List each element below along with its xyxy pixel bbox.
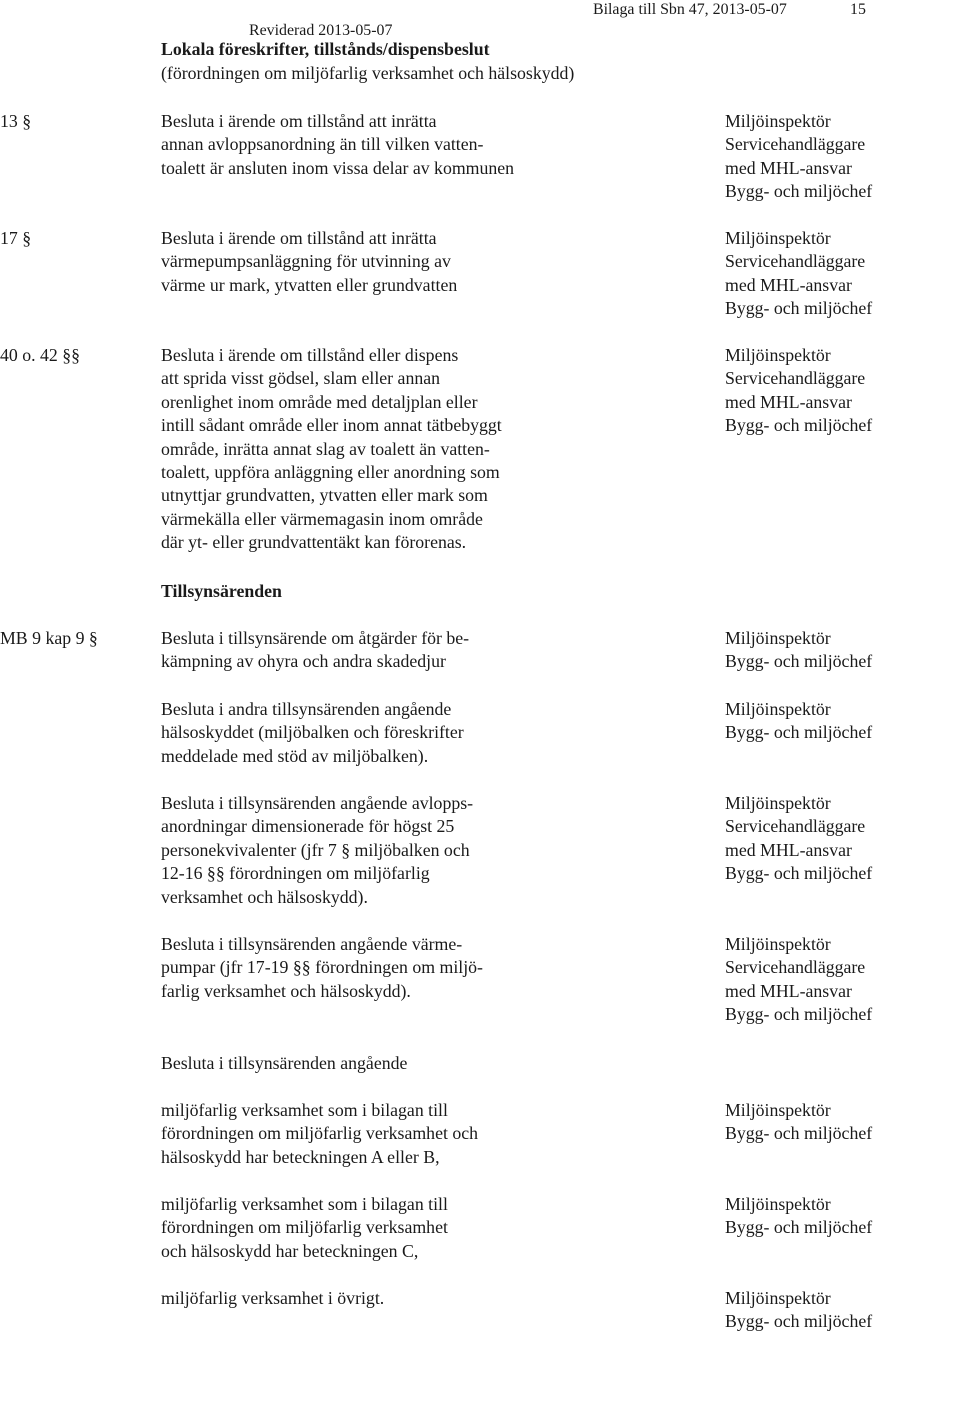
section-reference: 13 § xyxy=(0,111,32,131)
decision-description: Besluta i tillsynsärende om åtgärder för be- kämpning av ohyra och andra skadedjur xyxy=(161,628,470,672)
section-reference: 40 o. 42 §§ xyxy=(0,345,81,365)
delegate-list: Miljöinspektör Servicehandläggare med MHL-ansvar Bygg- och miljöchef xyxy=(725,345,873,436)
decision-description: miljöfarlig verksamhet som i bilagan till förordningen om miljöfarlig verksamhet och hälsoskydd har beteckningen A eller B, xyxy=(161,1100,479,1167)
page-number: 15 xyxy=(850,1,866,18)
decision-description: miljöfarlig verksamhet i övrigt. xyxy=(161,1288,385,1308)
section-heading: Tillsynsärenden xyxy=(161,581,282,601)
delegate-list: Miljöinspektör Bygg- och miljöchef xyxy=(725,1194,873,1238)
subsection-intro: Besluta i tillsynsärenden angående xyxy=(161,1053,408,1073)
section-reference: 17 § xyxy=(0,228,32,248)
decision-description: Besluta i ärende om tillstånd att inrätta värmepumpsanläggning för utvinning av värme ur mark, ytvatten eller grundvatten xyxy=(161,228,458,295)
page-title: Lokala föreskrifter, tillstånds/dispensbeslut xyxy=(161,39,490,59)
delegate-list: Miljöinspektör Bygg- och miljöchef xyxy=(725,1100,873,1144)
delegate-list: Miljöinspektör Servicehandläggare med MHL-ansvar Bygg- och miljöchef xyxy=(725,111,873,202)
revised-date: Reviderad 2013-05-07 xyxy=(249,22,393,39)
delegate-list: Miljöinspektör Servicehandläggare med MHL-ansvar Bygg- och miljöchef xyxy=(725,228,873,319)
delegate-list: Miljöinspektör Servicehandläggare med MHL-ansvar Bygg- och miljöchef xyxy=(725,934,873,1025)
decision-description: Besluta i tillsynsärenden angående värme- pumpar (jfr 17-19 §§ förordningen om miljö- farlig verksamhet och hälsoskydd). xyxy=(161,934,483,1001)
decision-description: miljöfarlig verksamhet som i bilagan till förordningen om miljöfarlig verksamhet och hälsoskydd har beteckningen C, xyxy=(161,1194,448,1261)
section-reference: MB 9 kap 9 § xyxy=(0,628,98,648)
decision-description: Besluta i tillsynsärenden angående avlopps- anordningar dimensionerade för högst 25 personekvivalenter (jfr 7 § miljöbalken och 12-16 §§ förordningen om miljöfarlig verksamhet och hälsoskydd). xyxy=(161,793,474,907)
delegate-list: Miljöinspektör Bygg- och miljöchef xyxy=(725,699,873,743)
decision-description: Besluta i andra tillsynsärenden angående hälsoskyddet (miljöbalken och föreskrifter meddelade med stöd av miljöbalken). xyxy=(161,699,464,766)
page-subtitle: (förordningen om miljöfarlig verksamhet och hälsoskydd) xyxy=(161,63,575,83)
decision-description: Besluta i ärende om tillstånd eller dispens att sprida visst gödsel, slam eller annan orenlighet inom område med detaljplan eller intill sådant område eller inom annat tätbebyggt område, inrätta annat slag av toalett än vatten- toalett, uppföra anläggning eller anordning som utnyttjar grundvatten, ytvatten eller mark som värmekälla eller värmemagasin inom område där yt- eller grundvattentäkt kan förorenas. xyxy=(161,345,502,553)
delegate-list: Miljöinspektör Bygg- och miljöchef xyxy=(725,628,873,672)
bilaga-reference: Bilaga till Sbn 47, 2013-05-07 xyxy=(593,1,787,18)
decision-description: Besluta i ärende om tillstånd att inrätta annan avloppsanordning än till vilken vatten- toalett är ansluten inom vissa delar av kommunen xyxy=(161,111,515,178)
delegate-list: Miljöinspektör Servicehandläggare med MHL-ansvar Bygg- och miljöchef xyxy=(725,793,873,884)
delegate-list: Miljöinspektör Bygg- och miljöchef xyxy=(725,1288,873,1332)
